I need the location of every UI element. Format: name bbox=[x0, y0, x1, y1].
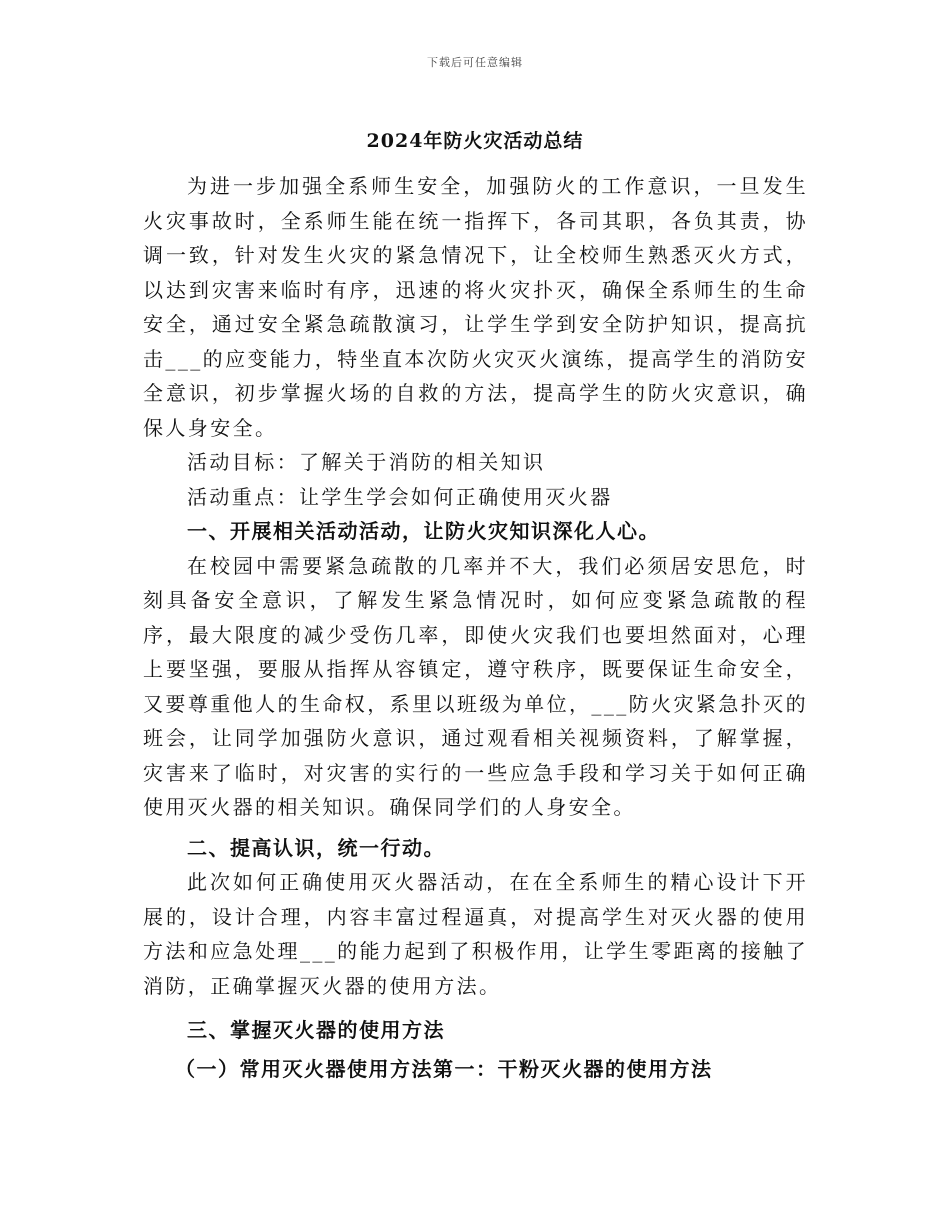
header-note: 下载后可任意编辑 bbox=[427, 56, 523, 69]
section-2-paragraph: 此次如何正确使用灭火器活动，在在全系师生的精心设计下开展的，设计合理，内容丰富过程逼真，对提高学生对灭火器的使用方法和应急处理___的能力起到了积极作用，让学生零距离的接触了消防，正确掌握灭火器的使用方法。 bbox=[143, 870, 808, 998]
section-1-paragraph: 在校园中需要紧急疏散的几率并不大，我们必须居安思危，时刻具备安全意识，了解发生紧急情况时，如何应变紧急疏散的程序，最大限度的减少受伤几率，即使火灾我们也要坦然面对，心理上要坚强，要服从指挥从容镇定，遵守秩序，既要保证生命安全，又要尊重他人的生命权，系里以班级为单位，___防火灾紧急扑灭的班会，让同学加强防火意识，通过观看相关视频资料，了解掌握，灾害来了临时，对灾害的实行的一些应急手段和学习关于如何正确使用灭火器的相关知识。确保同学们的人身安全。 bbox=[143, 553, 808, 819]
section-1-heading: 一、开展相关活动活动，让防火灾知识深化人心。 bbox=[187, 519, 660, 543]
section-3-heading: 三、掌握灭火器的使用方法 bbox=[187, 1018, 445, 1042]
intro-paragraph: 为进一步加强全系师生安全，加强防火的工作意识，一旦发生火灾事故时，全系师生能在统一指挥下，各司其职，各负其责，协调一致，针对发生火灾的紧急情况下，让全校师生熟悉灭火方式，以达到灾害来临时有序，迅速的将火灾扑灭，确保全系师生的生命安全，通过安全紧急疏散演习，让学生学到安全防护知识，提高抗击___的应变能力，特坐直本次防火灾灭火演练，提高学生的消防安全意识，初步掌握火场的自救的方法，提高学生的防火灾意识，确保人身安全。 bbox=[143, 174, 808, 440]
section-2-heading: 二、提高认识，统一行动。 bbox=[187, 835, 445, 860]
spacer bbox=[143, 1003, 808, 1013]
section-3-subheading: （一）常用灭火器使用方法第一：干粉灭火器的使用方法 bbox=[175, 1056, 713, 1081]
document-body bbox=[143, 169, 808, 1086]
activity-goal: 活动目标：了解关于消防的相关知识 bbox=[187, 450, 546, 474]
document-title: 2024年防火灾活动总结 bbox=[366, 130, 584, 152]
activity-focus: 活动重点：让学生学会如何正确使用灭火器 bbox=[187, 484, 613, 509]
